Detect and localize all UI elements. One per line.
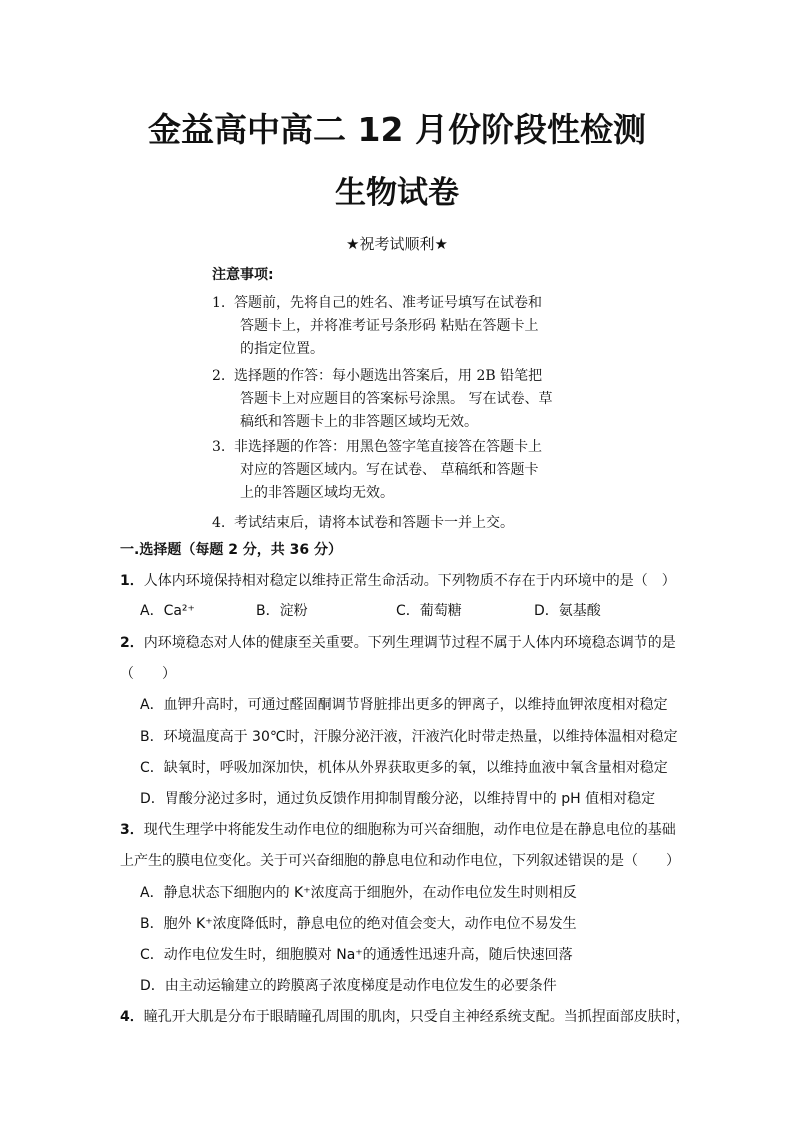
- question-number: 4．: [120, 1009, 144, 1025]
- note-line: 1. 答题前，先将自己的姓名、准考证号填写在试卷和: [212, 292, 612, 315]
- note-number: 1.: [212, 295, 226, 311]
- exam-title: 金益高中高二 12 月份阶段性检测: [148, 110, 646, 149]
- option-d: D．氨基酸: [534, 603, 601, 619]
- option-c: C．缺氧时，呼吸加深加快，机体从外界获取更多的氧，以维持血液中氧含量相对稳定: [140, 760, 668, 776]
- option-a: A．血钾升高时，可通过醛固酮调节肾脏排出更多的钾离子，以维持血钾浓度相对稳定: [140, 697, 668, 713]
- note-number: 4.: [212, 515, 226, 531]
- question-stem-line: （ ）: [120, 666, 176, 682]
- question-number: 3．: [120, 822, 144, 838]
- question-stem-line: 上产生的膜电位变化。关于可兴奋细胞的静息电位和动作电位，下列叙述错误的是（ ）: [120, 853, 680, 869]
- note-item: [212, 365, 612, 434]
- section-title: 一.选择题（每题 2 分，共 36 分）: [120, 542, 343, 558]
- note-line: 答题卡上，并将准考证号条形码 粘贴在答题卡上: [240, 318, 539, 334]
- option-b: B．淀粉: [256, 603, 308, 619]
- note-line: 的指定位置。: [240, 341, 324, 357]
- option-a: A．Ca²⁺: [140, 603, 195, 619]
- note-line: 稿纸和答题卡上的非答题区域均无效。: [240, 414, 478, 430]
- option-c: C．动作电位发生时，细胞膜对 Na⁺的通透性迅速升高，随后快速回落: [140, 947, 573, 963]
- note-item: [212, 292, 612, 361]
- note-line: 答题卡上对应题目的答案标号涂黑。 写在试卷、草: [240, 391, 553, 407]
- question-number: 2．: [120, 635, 144, 651]
- exam-subtitle: 生物试卷: [335, 175, 459, 211]
- note-item: [212, 512, 612, 535]
- note-item: [212, 436, 612, 505]
- option-c: C．葡萄糖: [396, 603, 462, 619]
- note-line: 4. 考试结束后，请将本试卷和答题卡一并上交。: [212, 512, 612, 535]
- note-number: 2.: [212, 368, 226, 384]
- option-b: B．环境温度高于 30℃时，汗腺分泌汗液，汗液汽化时带走热量，以维持体温相对稳定: [140, 729, 678, 745]
- question-stem: 1．人体内环境保持相对稳定以维持正常生命活动。下列物质不存在于内环境中的是（ ）: [120, 573, 676, 589]
- option-d: D．由主动运输建立的跨膜离子浓度梯度是动作电位发生的必要条件: [140, 978, 557, 994]
- question-stem: 4．瞳孔开大肌是分布于眼睛瞳孔周围的肌肉，只受自主神经系统支配。当抓捏面部皮肤时，: [120, 1009, 690, 1025]
- note-line: 2. 选择题的作答：每小题选出答案后，用 2B 铅笔把: [212, 365, 612, 388]
- note-line: 上的非答题区域均无效。: [240, 485, 394, 501]
- question-stem: 2．内环境稳态对人体的健康至关重要。下列生理调节过程不属于人体内环境稳态调节的是: [120, 635, 676, 651]
- note-line: 对应的答题区域内。写在试卷、 草稿纸和答题卡: [240, 462, 539, 478]
- notes-heading: 注意事项:: [212, 267, 274, 283]
- question-number: 1．: [120, 573, 144, 589]
- note-number: 3.: [212, 439, 226, 455]
- option-d: D．胃酸分泌过多时，通过负反馈作用抑制胃酸分泌，以维持胃中的 pH 值相对稳定: [140, 791, 656, 807]
- option-a: A．静息状态下细胞内的 K⁺浓度高于细胞外，在动作电位发生时则相反: [140, 885, 577, 901]
- note-line: 3. 非选择题的作答：用黑色签字笔直接答在答题卡上: [212, 436, 612, 459]
- option-b: B．胞外 K⁺浓度降低时，静息电位的绝对值会变大，动作电位不易发生: [140, 916, 577, 932]
- question-stem: 3．现代生理学中将能发生动作电位的细胞称为可兴奋细胞，动作电位是在静息电位的基础: [120, 822, 676, 838]
- good-luck-line: ★祝考试顺利★: [346, 235, 448, 253]
